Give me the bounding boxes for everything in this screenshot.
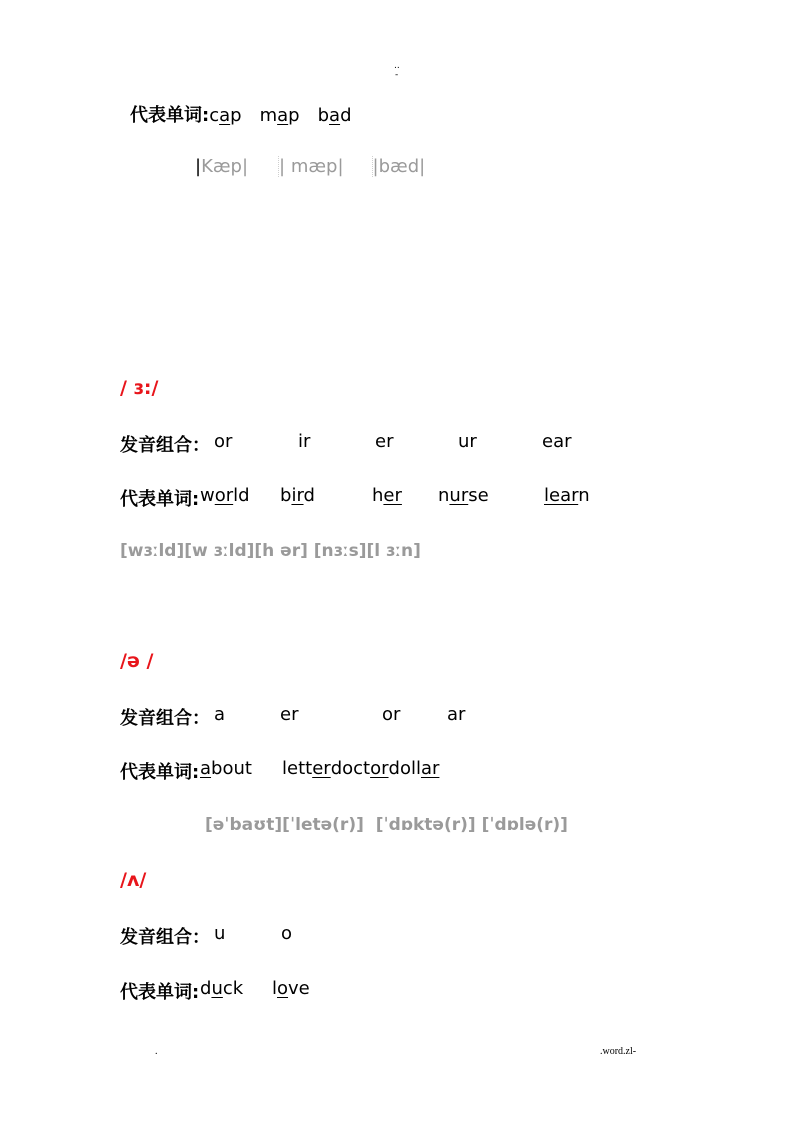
s3-word-4: dollar xyxy=(388,758,440,779)
s2-rep-line xyxy=(120,485,199,511)
s2-combo-4: ur xyxy=(458,431,477,452)
s3-words-group xyxy=(282,758,439,779)
s4-heading: /ʌ/ xyxy=(120,869,147,891)
s4-combo-2: o xyxy=(281,923,293,944)
s4-rep-line xyxy=(120,978,199,1004)
s3-phonetics: [əˈbaʊt][ˈletə(r)] [ˈdɒktə(r)] [ˈdɒlə(r)] xyxy=(205,815,568,835)
s3-word-3: doctor xyxy=(330,758,389,779)
s1-phon-bar: | xyxy=(195,156,202,177)
s2-rep-label: 代表单词: xyxy=(120,489,200,510)
s1-rep-line xyxy=(130,101,352,127)
header-mark-top: .. xyxy=(394,61,400,71)
s4-word-2: love xyxy=(272,978,310,999)
s2-word-5: learn xyxy=(544,485,590,506)
s1-phon-3: |bæd| xyxy=(372,156,426,177)
s3-word-1: about xyxy=(200,758,252,779)
s4-rep-label: 代表单词: xyxy=(120,982,200,1003)
s2-combo-line xyxy=(120,431,210,457)
s3-rep-label: 代表单词: xyxy=(120,762,200,783)
s1-phon-1: Kæp| xyxy=(201,156,249,177)
s1-word-1: cap xyxy=(209,105,242,126)
s1-word-2: map xyxy=(259,105,300,126)
s1-phonetic-line xyxy=(195,156,425,177)
s2-combo-3: er xyxy=(375,431,394,452)
s2-heading: / ɜ:/ xyxy=(120,377,159,399)
s3-combo-3: or xyxy=(382,704,401,725)
s3-combo-2: er xyxy=(280,704,299,725)
s3-word-2: letter xyxy=(282,758,331,779)
s3-combo-line xyxy=(120,704,210,730)
s1-phon-2: | mæp| xyxy=(279,156,344,177)
s2-word-1: world xyxy=(200,485,250,506)
s3-combo-4: ar xyxy=(447,704,466,725)
footer-left: . xyxy=(155,1046,158,1057)
s2-word-3: her xyxy=(372,485,402,506)
s1-rep-label: 代表单词: xyxy=(130,105,210,126)
s3-heading: /ə / xyxy=(120,650,154,672)
s2-combo-5: ear xyxy=(542,431,572,452)
footer-right: .word.zl- xyxy=(600,1046,637,1057)
s1-word-3: bad xyxy=(317,105,352,126)
s2-combo-2: ir xyxy=(298,431,311,452)
s2-word-4: nurse xyxy=(438,485,489,506)
header-mark-bottom: - xyxy=(395,70,399,80)
s2-combo-label: 发音组合： xyxy=(120,435,210,456)
s2-phonetics: [wɜːld][w ɜːld][h ər] [nɜːs][l ɜːn] xyxy=(120,541,421,561)
s4-combo-line xyxy=(120,923,210,949)
s2-word-2: bird xyxy=(280,485,315,506)
s4-combo-label: 发音组合： xyxy=(120,927,210,948)
s4-word-1: duck xyxy=(200,978,244,999)
s3-rep-line xyxy=(120,758,199,784)
s3-combo-1: a xyxy=(214,704,226,725)
s3-combo-label: 发音组合： xyxy=(120,708,210,729)
s4-combo-1: u xyxy=(214,923,226,944)
s2-combo-1: or xyxy=(214,431,233,452)
